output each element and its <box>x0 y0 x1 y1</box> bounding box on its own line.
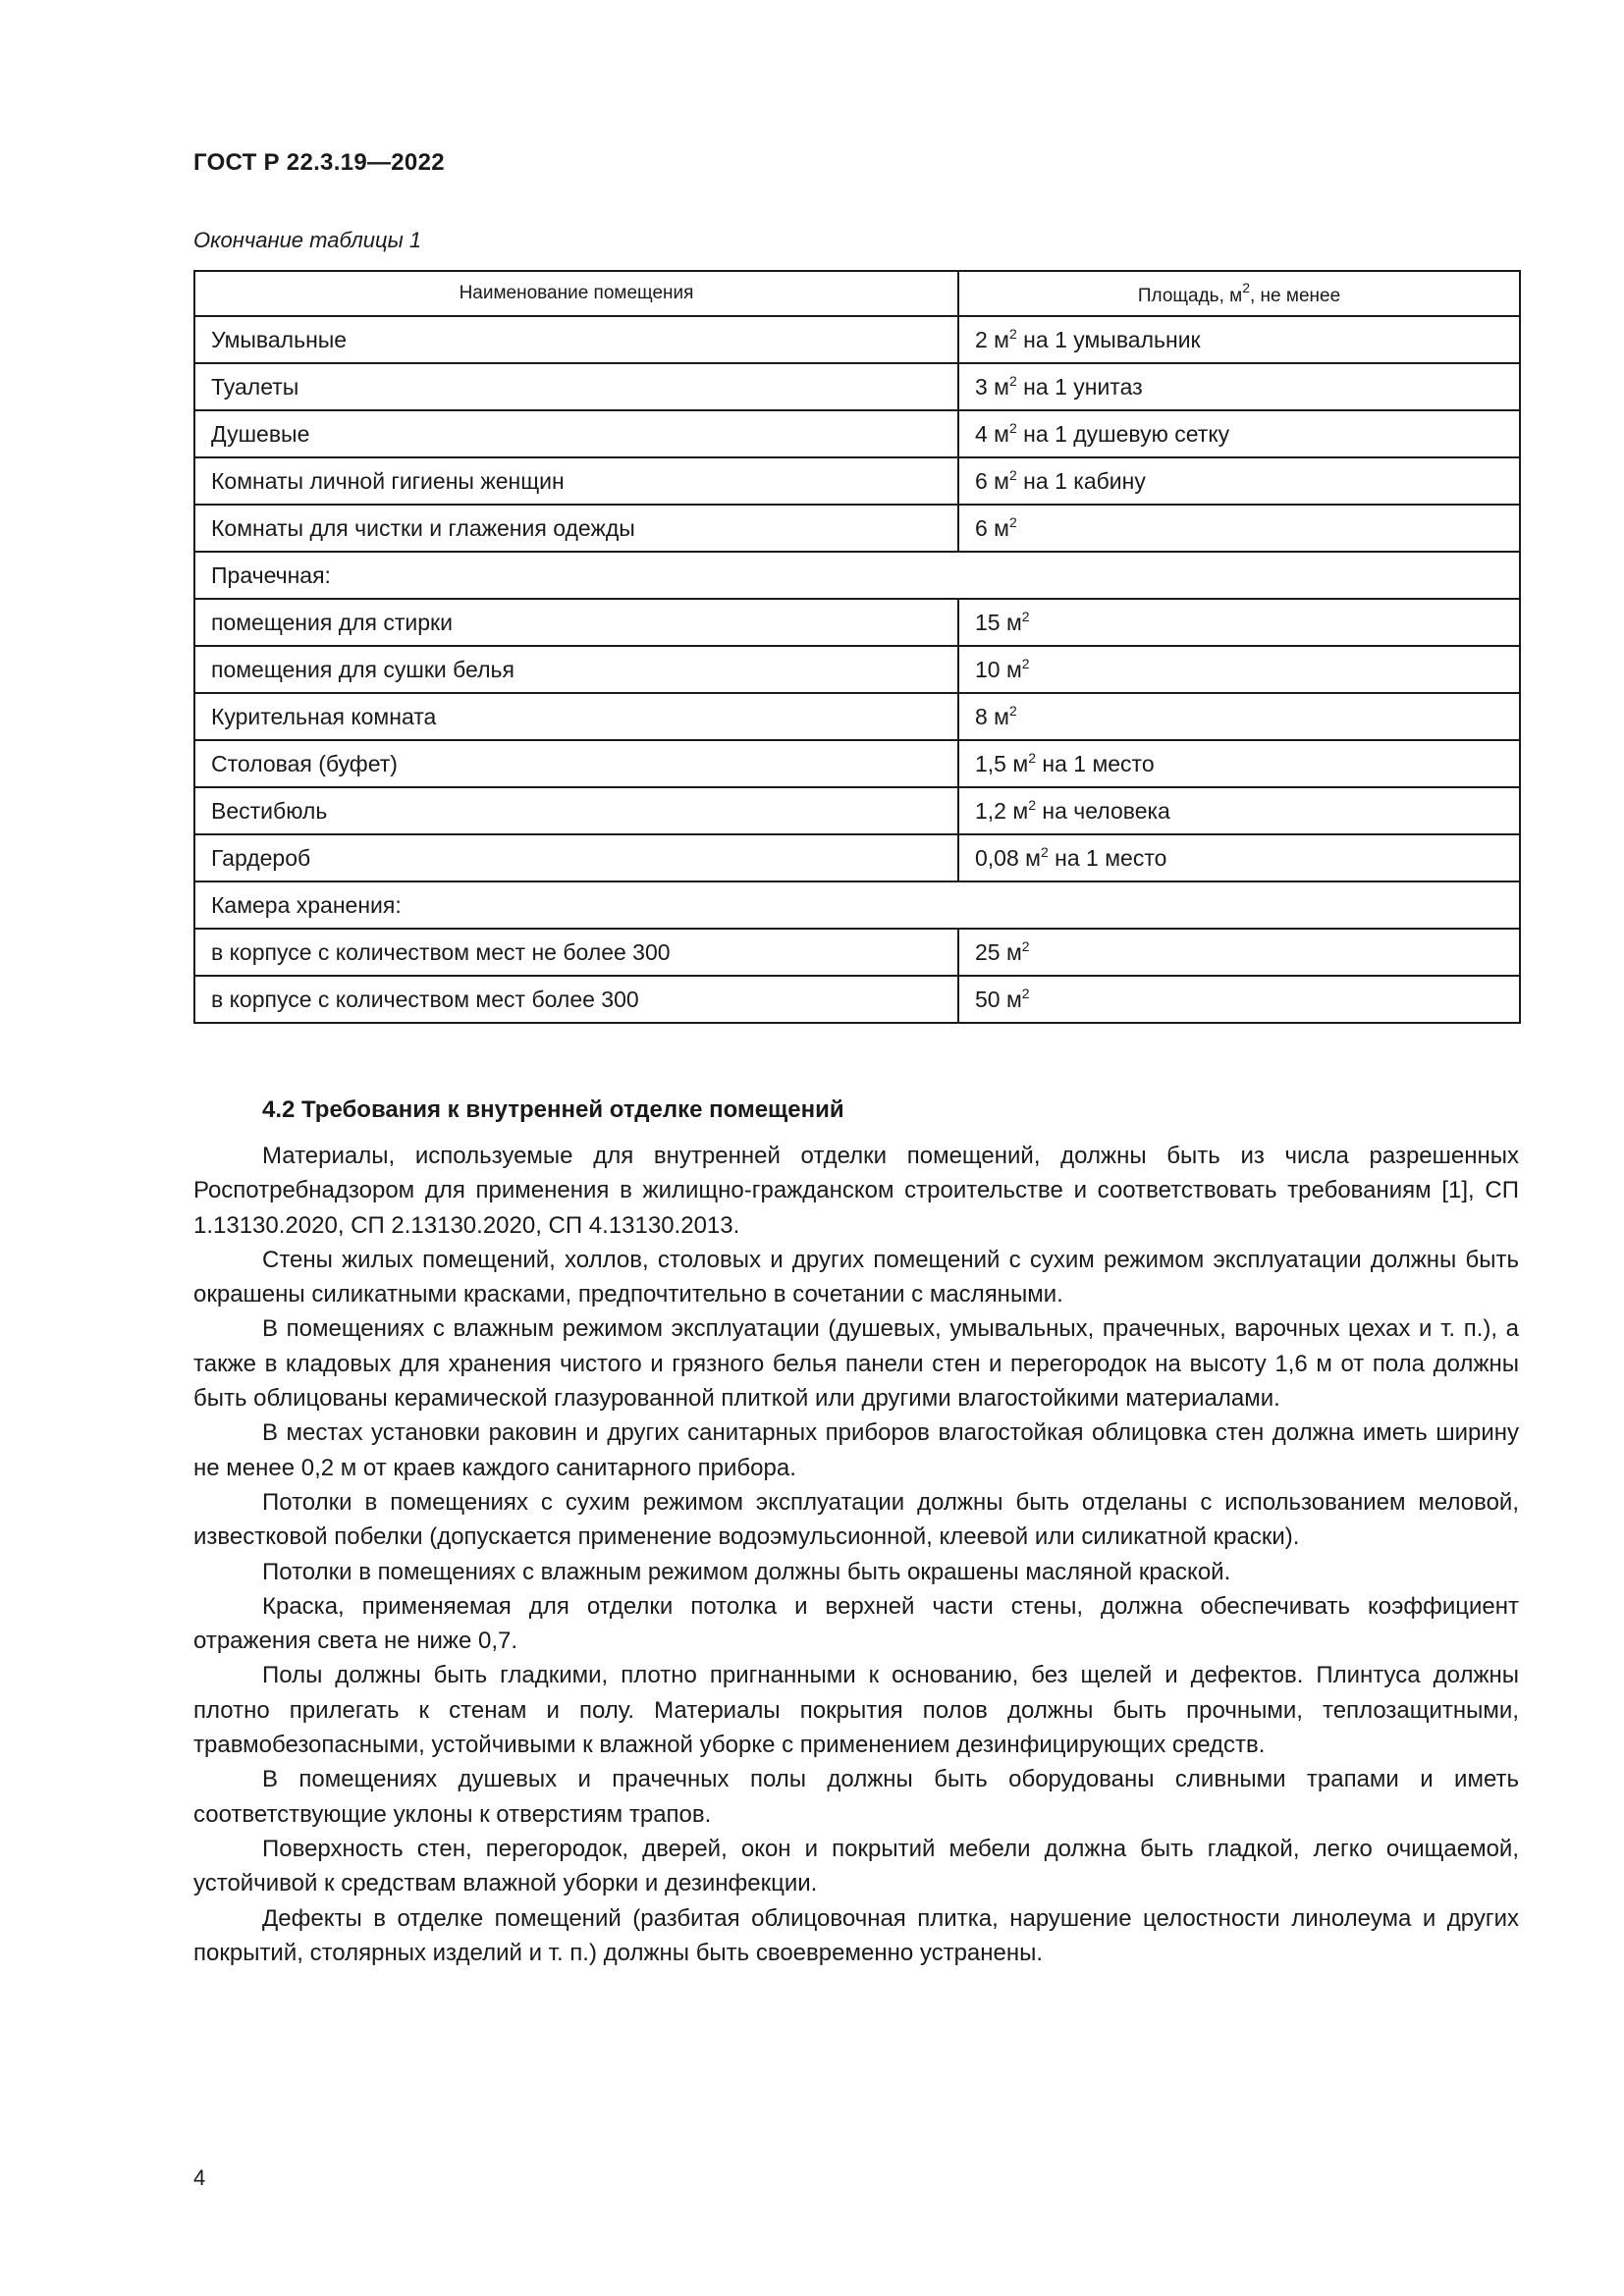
paragraph: Стены жилых помещений, холлов, столовых и других помещений с сухим режимом эксплуатации должны быть окрашены силикатными красками, предпочтительно в сочетании с масляными. <box>193 1246 1519 1308</box>
area-cell: 8 $м^2$ <box>958 693 1520 740</box>
section-body <box>193 1139 1519 1970</box>
table-row <box>194 316 1520 363</box>
paragraph: Полы должны быть гладкими, плотно пригнанными к основанию, без щелей и дефектов. Плинтуса должны плотно прилегать к стенам и полу. Материалы покрытия полов должны быть прочными, теплозащитными, травмобезопасными, устойчивыми к влажной уборке с применением дезинфицирующих средств. <box>193 1662 1519 1759</box>
paragraph: В помещениях с влажным режимом эксплуатации (душевых, умывальных, прачечных, варочных цехах и т. п.), а также в кладовых для хранения чистого и грязного белья панели стен и перегородок на высоту 1,6 м от пола должны быть облицованы керамической глазурованной плиткой или другими влагостойкими материалами. <box>193 1315 1519 1413</box>
table-row <box>194 787 1520 834</box>
area-cell: 15 $м^2$ <box>958 599 1520 646</box>
area-cell: 2 $м^2$ на 1 умывальник <box>958 316 1520 363</box>
room-name-cell: помещения для стирки <box>194 599 958 646</box>
group-label: Прачечная: <box>194 552 1520 599</box>
table-group-row <box>194 881 1520 929</box>
room-name-cell: Вестибюль <box>194 787 958 834</box>
group-label: Камера хранения: <box>194 881 1520 929</box>
paragraph: Материалы, используемые для внутренней отделки помещений, должны быть из числа разрешенных Роспотребнадзором для применения в жилищно-гражданском строительстве и соответствовать требованиям [1], СП 1.13130.2020, СП 2.13130.2020, СП 4.13130.2013. <box>193 1143 1519 1239</box>
room-name-cell: Умывальные <box>194 316 958 363</box>
area-cell: 6 $м^2$ <box>958 505 1520 552</box>
table-row <box>194 834 1520 881</box>
area-cell: 0,08 $м^2$ на 1 место <box>958 834 1520 881</box>
area-cell: 4 $м^2$ на 1 душевую сетку <box>958 410 1520 457</box>
header-area: Площадь, $м^2$, не менее <box>958 271 1520 316</box>
paragraph: Поверхность стен, перегородок, дверей, окон и покрытий мебели должна быть гладкой, легко очищаемой, устойчивой к средствам влажной уборки и дезинфекции. <box>193 1835 1519 1897</box>
room-name-cell: в корпусе с количеством мест не более 300 <box>194 929 958 976</box>
room-name-cell: Туалеты <box>194 363 958 410</box>
room-name-cell: Комнаты личной гигиены женщин <box>194 457 958 505</box>
table-row <box>194 929 1520 976</box>
header-room-name: Наименование помещения <box>194 271 958 316</box>
section-heading: 4.2 Требования к внутренней отделке помещений <box>262 1096 844 1123</box>
table-body <box>194 316 1520 1023</box>
area-cell: 10 $м^2$ <box>958 646 1520 693</box>
room-area-table <box>193 270 1521 1024</box>
area-cell: 3 $м^2$ на 1 унитаз <box>958 363 1520 410</box>
area-cell: 1,2 $м^2$ на человека <box>958 787 1520 834</box>
table-group-row <box>194 552 1520 599</box>
table-header-row <box>194 271 1520 316</box>
table-row <box>194 457 1520 505</box>
table-row <box>194 410 1520 457</box>
room-name-cell: помещения для сушки белья <box>194 646 958 693</box>
room-name-cell: в корпусе с количеством мест более 300 <box>194 976 958 1023</box>
table-row <box>194 505 1520 552</box>
table-row <box>194 740 1520 787</box>
table-row <box>194 363 1520 410</box>
paragraph: Потолки в помещениях с влажным режимом должны быть окрашены масляной краской. <box>262 1558 1231 1585</box>
paragraph: Дефекты в отделке помещений (разбитая облицовочная плитка, нарушение целостности линолеума и других покрытий, столярных изделий и т. п.) должны быть своевременно устранены. <box>193 1904 1519 1966</box>
table-row <box>194 976 1520 1023</box>
paragraph: Краска, применяемая для отделки потолка и верхней части стены, должна обеспечивать коэффициент отражения света не ниже 0,7. <box>193 1592 1519 1655</box>
room-name-cell: Гардероб <box>194 834 958 881</box>
room-name-cell: Курительная комната <box>194 693 958 740</box>
table-row <box>194 599 1520 646</box>
paragraph: В помещениях душевых и прачечных полы должны быть оборудованы сливными трапами и иметь соответствующие уклоны к отверстиям трапов. <box>193 1766 1519 1828</box>
area-cell: 6 $м^2$ на 1 кабину <box>958 457 1520 505</box>
table-row <box>194 646 1520 693</box>
standard-code: ГОСТ Р 22.3.19—2022 <box>193 149 445 176</box>
area-cell: 1,5 $м^2$ на 1 место <box>958 740 1520 787</box>
table-caption: Окончание таблицы 1 <box>193 228 422 252</box>
page-number: 4 <box>193 2165 206 2190</box>
paragraph: В местах установки раковин и других санитарных приборов влагостойкая облицовка стен должна иметь ширину не менее 0,2 м от краев каждого санитарного прибора. <box>193 1419 1519 1481</box>
room-name-cell: Комнаты для чистки и глажения одежды <box>194 505 958 552</box>
area-cell: 50 $м^2$ <box>958 976 1520 1023</box>
area-cell: 25 $м^2$ <box>958 929 1520 976</box>
room-name-cell: Столовая (буфет) <box>194 740 958 787</box>
table-row <box>194 693 1520 740</box>
room-name-cell: Душевые <box>194 410 958 457</box>
paragraph: Потолки в помещениях с сухим режимом эксплуатации должны быть отделаны с использованием меловой, известковой побелки (допускается применение водоэмульсионной, клеевой или силикатной краски). <box>193 1488 1519 1551</box>
